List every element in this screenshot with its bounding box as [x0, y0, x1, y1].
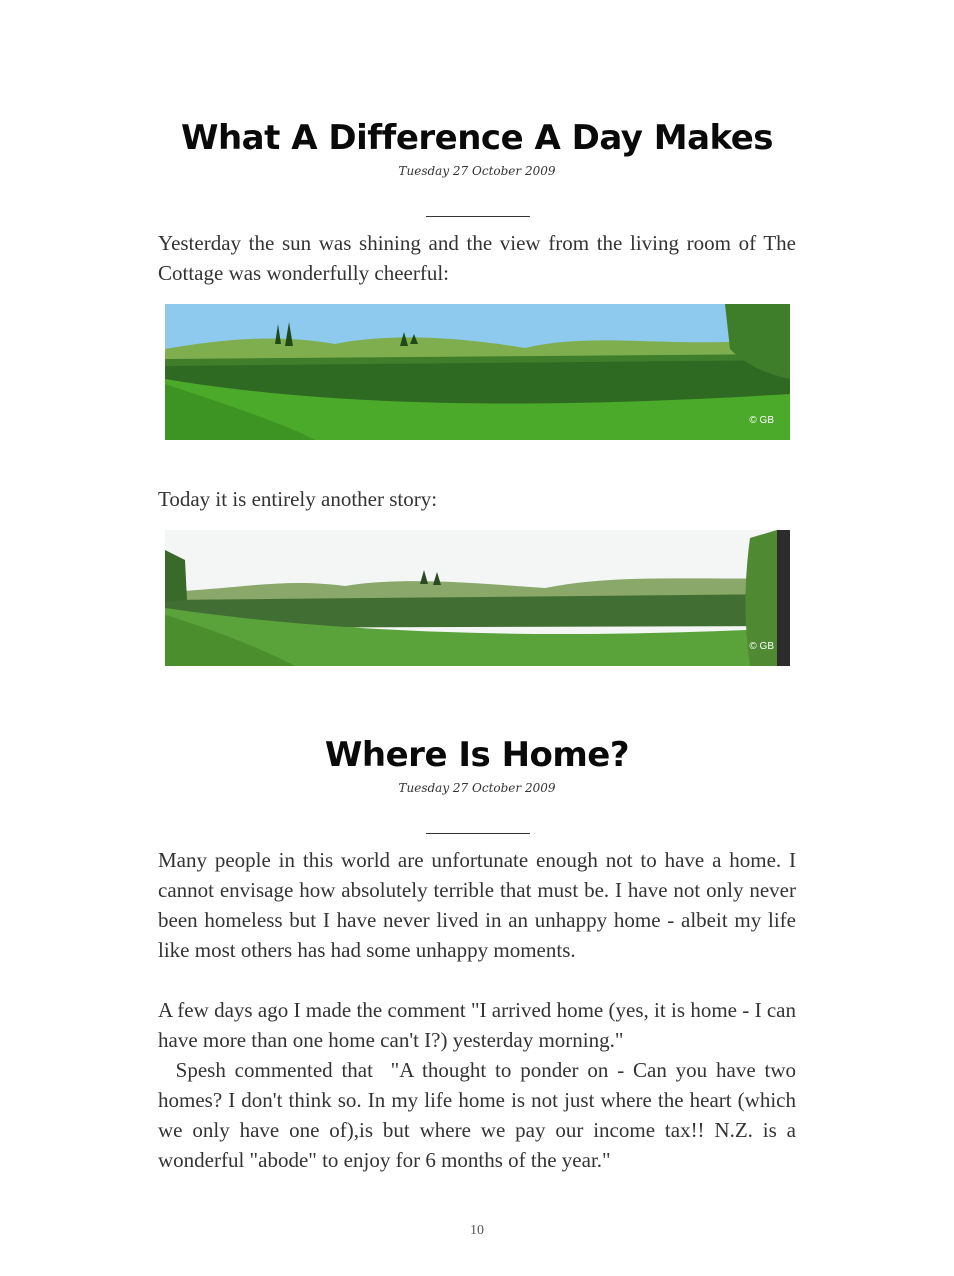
- panorama-photo-overcast: [165, 530, 790, 666]
- post-paragraph: Today it is entirely another story:: [158, 487, 438, 511]
- photo-credit: © GB: [749, 415, 774, 426]
- page-number: 10: [470, 1223, 484, 1238]
- title-divider: [426, 216, 530, 217]
- panorama-photo-sunny: [165, 304, 790, 440]
- post-title: What A Difference A Day Makes: [180, 118, 774, 158]
- title-divider: [426, 833, 530, 834]
- post-paragraph: Yesterday the sun was shining and the view from the living room of The Cottage was wonderfully cheerful:: [158, 231, 796, 285]
- photo-overcast-landscape: [165, 530, 790, 666]
- post-date: Tuesday 27 October 2009: [398, 781, 556, 795]
- post-paragraph: Many people in this world are unfortunate enough not to have a home. I cannot envisage how absolutely terrible that must be. I have not only never been homeless but I have never lived in an unhappy home - albeit my life like most others has had some unhappy moments.: [158, 848, 796, 962]
- post-paragraph: Spesh commented that "A thought to ponder on - Can you have two homes? I don't think so. In my life home is not just where the heart (which we only have one of),is but where we pay our income tax!! N.Z. is a wonderful "abode" to enjoy for 6 months of the year.": [158, 1058, 802, 1172]
- post-title: Where Is Home?: [324, 735, 630, 775]
- photo-credit: © GB: [749, 641, 774, 652]
- post-date: Tuesday 27 October 2009: [398, 164, 556, 178]
- post-paragraph: A few days ago I made the comment "I arrived home (yes, it is home - I can have more than one home can't I?) yesterday morning.": [158, 998, 796, 1052]
- photo-sunny-landscape: [165, 304, 790, 440]
